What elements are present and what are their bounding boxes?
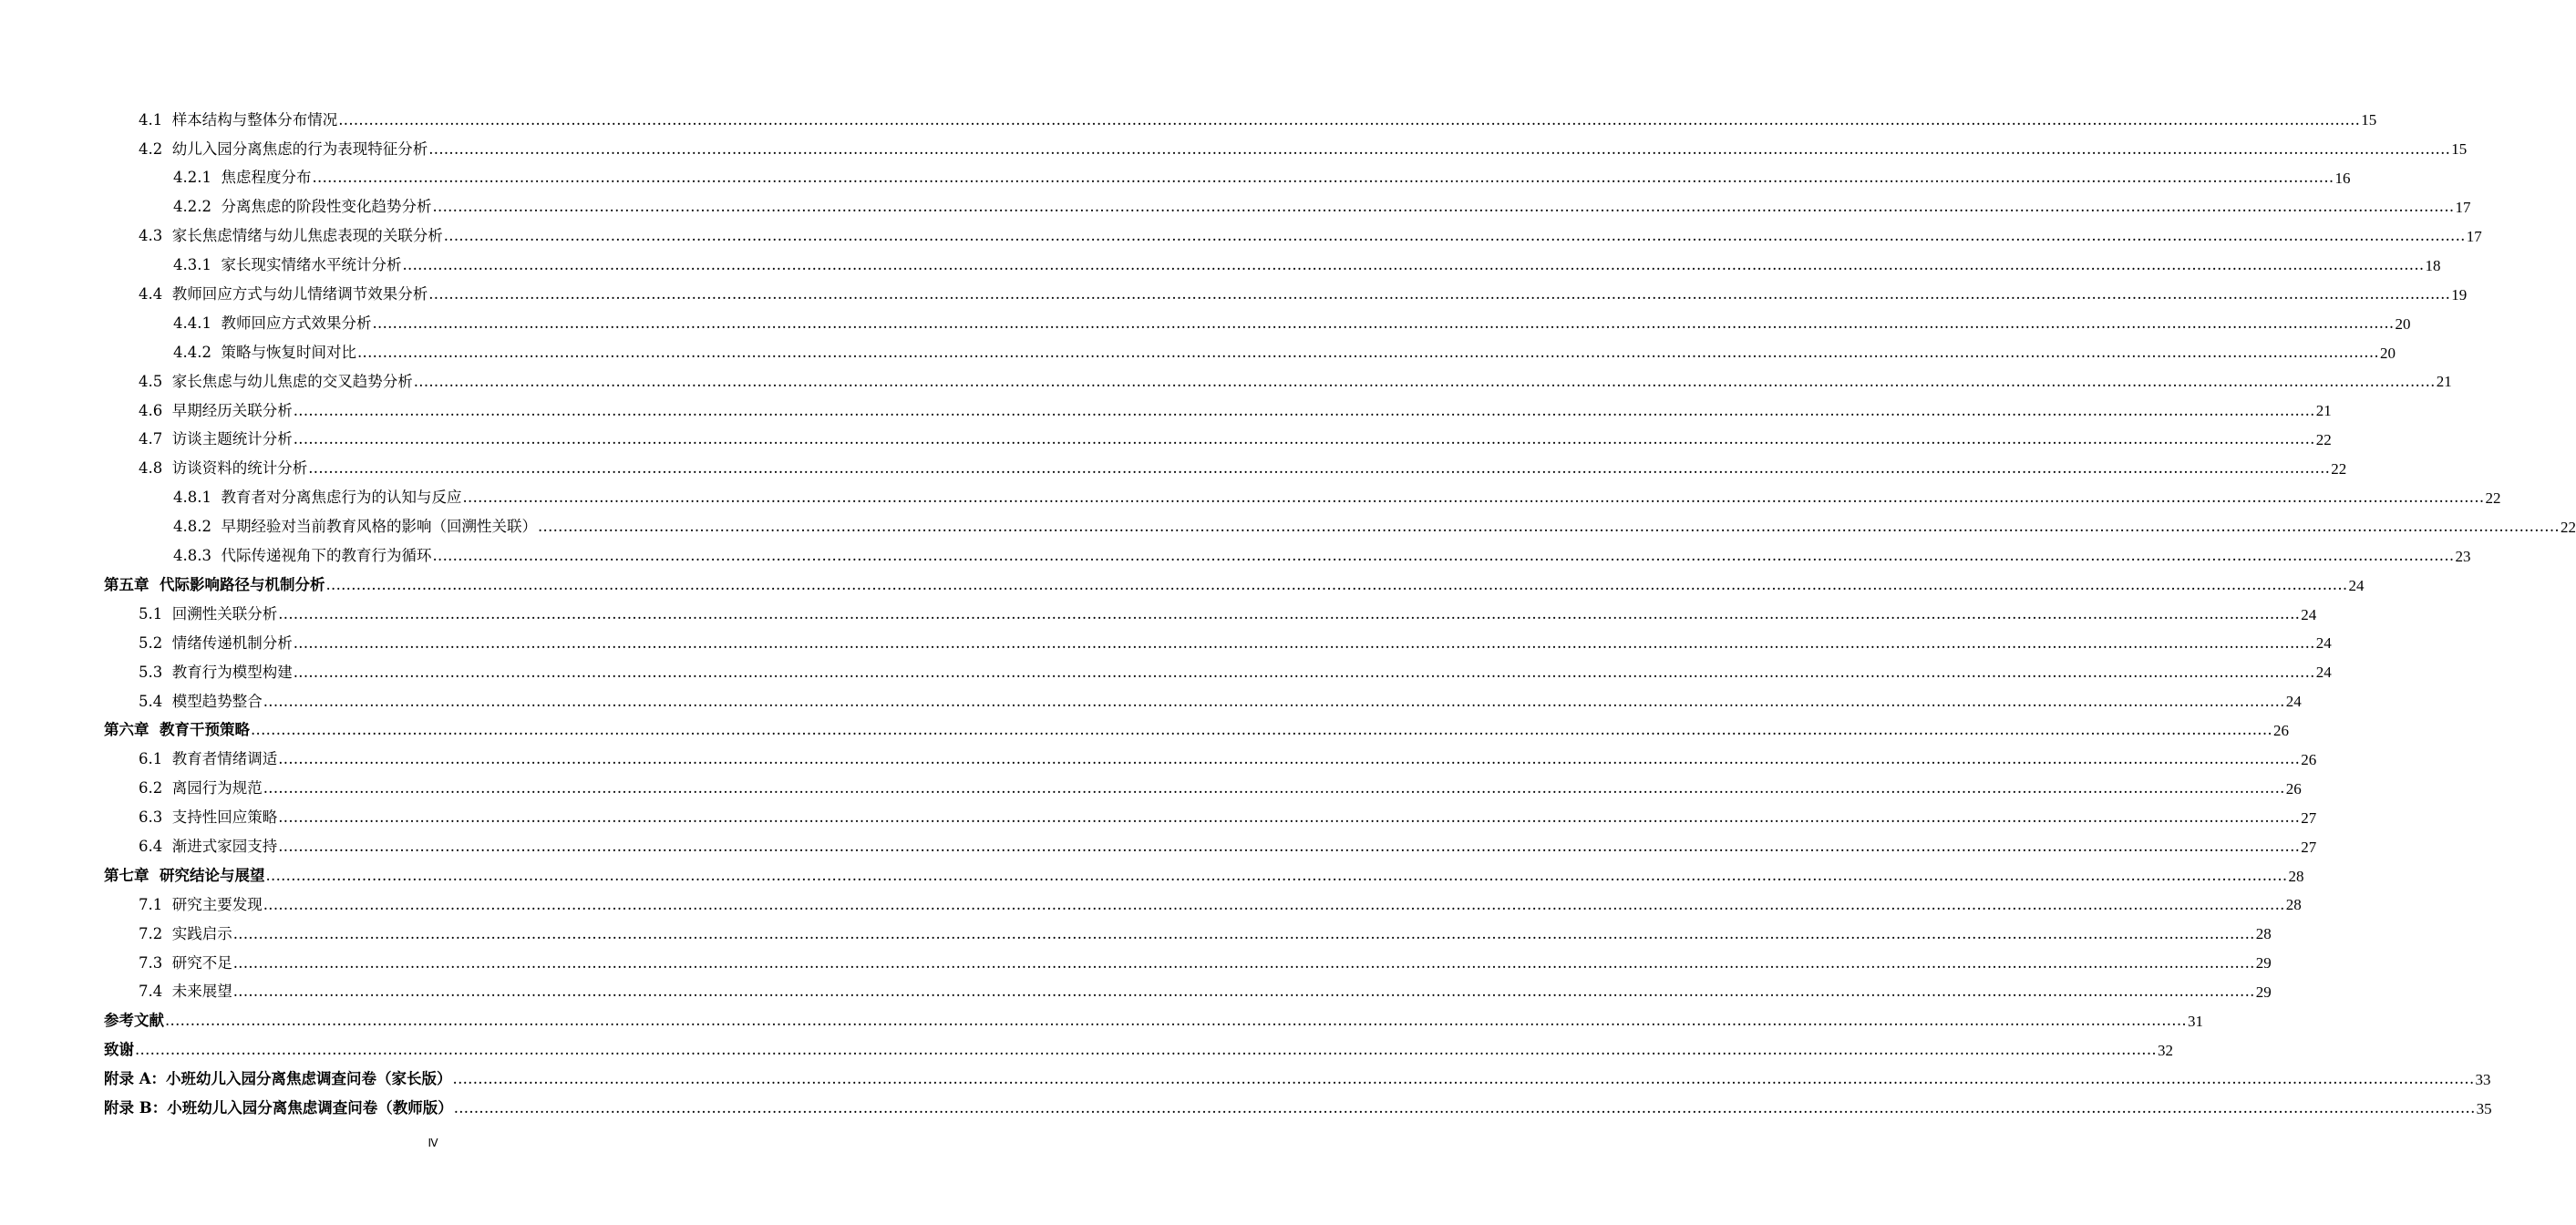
toc-entry-title: 研究结论与展望 xyxy=(160,866,265,884)
toc-entry[interactable] xyxy=(0,280,2468,309)
toc-entry-title: 代际传递视角下的教育行为循环 xyxy=(221,547,432,565)
toc-entry-gap xyxy=(149,723,160,738)
toc-entry-title: 访谈主题统计分析 xyxy=(171,430,293,448)
toc-entry-gap xyxy=(162,229,172,244)
toc-entry-page: 22 xyxy=(2331,460,2347,479)
toc-entry-page: 19 xyxy=(2451,285,2468,304)
toc-entry[interactable] xyxy=(0,803,2317,832)
toc-entry-title: 参考文献 xyxy=(104,1012,164,1030)
toc-entry[interactable] xyxy=(0,338,2396,367)
toc-entry[interactable] xyxy=(0,484,2501,513)
toc-entry-title: 焦虑程度分布 xyxy=(221,169,312,187)
toc-entry[interactable] xyxy=(0,716,2289,746)
toc-entry-gap xyxy=(162,984,172,1000)
toc-entry-title: 访谈资料的统计分析 xyxy=(171,459,308,478)
toc-entry-title: 附录 A：小班幼儿入园分离焦虑调查问卷（家长版） xyxy=(104,1070,452,1088)
toc-entry-title: 离园行为规范 xyxy=(171,779,263,798)
toc-entry[interactable] xyxy=(0,687,2302,716)
toc-entry-title: 支持性回应策略 xyxy=(171,808,278,827)
toc-entry-gap xyxy=(149,869,160,884)
toc-entry[interactable] xyxy=(0,455,2347,484)
toc-dot-leader: ................................................................................................................................................................................................................................................................................................................................................................................................................ xyxy=(265,866,2288,884)
toc-entry-number: 4.2.2 xyxy=(173,198,211,216)
toc-entry-page: 21 xyxy=(2315,402,2332,420)
toc-dot-leader: ................................................................................................................................................................................................................................................................................................................................................................................................................ xyxy=(432,547,2455,565)
toc-entry-title: 渐进式家园支持 xyxy=(171,837,278,855)
toc-entry-number: 4.2.1 xyxy=(173,169,211,187)
toc-entry-title: 分离焦虑的阶段性变化趋势分析 xyxy=(221,198,432,216)
toc-entry-title: 早期经验对当前教育风格的影响（回溯性关联） xyxy=(221,518,537,536)
toc-entry[interactable] xyxy=(0,426,2332,455)
toc-entry-title: 幼儿入园分离焦虑的行为表现特征分析 xyxy=(171,139,428,158)
toc-entry-gap xyxy=(162,695,172,710)
toc-entry[interactable] xyxy=(0,658,2332,687)
toc-entry-title: 样本结构与整体分布情况 xyxy=(171,110,338,129)
toc-entry-number: 4.7 xyxy=(139,430,163,448)
toc-dot-leader: ................................................................................................................................................................................................................................................................................................................................................................................................................ xyxy=(278,837,2301,855)
toc-entry[interactable] xyxy=(0,396,2332,426)
toc-entry-page: 28 xyxy=(2288,867,2304,885)
toc-entry-title: 附录 B：小班幼儿入园分离焦虑调查问卷（教师版） xyxy=(104,1098,453,1117)
toc-dot-leader: ................................................................................................................................................................................................................................................................................................................................................................................................................ xyxy=(462,489,2485,507)
toc-entry-page: 15 xyxy=(2451,140,2468,159)
toc-entry-page: 32 xyxy=(2157,1041,2173,1059)
toc-dot-leader: ................................................................................................................................................................................................................................................................................................................................................................................................................ xyxy=(251,721,2272,739)
page-number: Ⅳ xyxy=(428,1137,438,1149)
toc-entry-page: 24 xyxy=(2285,693,2302,711)
toc-entry-title: 教师回应方式与幼儿情绪调节效果分析 xyxy=(171,285,428,304)
toc-entry-page: 28 xyxy=(2255,925,2272,943)
toc-entry-title: 早期经历关联分析 xyxy=(171,401,293,419)
toc-entry-page: 17 xyxy=(2466,228,2482,245)
toc-dot-leader: ................................................................................................................................................................................................................................................................................................................................................................................................................ xyxy=(428,139,2451,158)
toc-entry[interactable] xyxy=(0,629,2332,658)
toc-dot-leader: ................................................................................................................................................................................................................................................................................................................................................................................................................ xyxy=(293,663,2315,681)
toc-dot-leader: ................................................................................................................................................................................................................................................................................................................................................................................................................ xyxy=(232,983,2255,1001)
toc-entry-gap xyxy=(162,113,172,129)
toc-dot-leader: ................................................................................................................................................................................................................................................................................................................................................................................................................ xyxy=(402,256,2425,274)
toc-entry-gap xyxy=(162,839,172,855)
toc-entry-gap xyxy=(162,142,172,158)
toc-entry[interactable] xyxy=(0,222,2482,252)
toc-entry-title: 教育行为模型构建 xyxy=(171,663,293,681)
toc-entry-number: 4.8.3 xyxy=(173,547,211,565)
toc-entry-page: 29 xyxy=(2255,983,2272,1002)
toc-entry[interactable] xyxy=(0,367,2452,396)
toc-entry[interactable] xyxy=(0,890,2302,920)
toc-entry[interactable] xyxy=(0,774,2302,803)
toc-entry-page: 33 xyxy=(2475,1070,2491,1088)
toc-entry[interactable] xyxy=(0,978,2272,1007)
toc-entry[interactable] xyxy=(0,600,2317,629)
toc-entry-page: 22 xyxy=(2560,518,2576,536)
toc-entry-page: 22 xyxy=(2485,489,2501,508)
toc-dot-leader: ................................................................................................................................................................................................................................................................................................................................................................................................................ xyxy=(443,227,2466,245)
toc-entry-title: 回溯性关联分析 xyxy=(171,604,278,623)
toc-entry-number: 第五章 xyxy=(104,575,149,593)
toc-dot-leader: ................................................................................................................................................................................................................................................................................................................................................................................................................ xyxy=(452,1070,2475,1088)
toc-entry-title: 教师回应方式效果分析 xyxy=(221,314,372,332)
toc-entry-gap xyxy=(211,200,222,215)
toc-entry[interactable] xyxy=(0,512,2576,541)
toc-entry-gap xyxy=(211,490,222,506)
toc-entry-page: 26 xyxy=(2272,722,2289,740)
toc-entry-number: 5.3 xyxy=(139,663,163,681)
toc-entry[interactable] xyxy=(0,832,2317,861)
toc-entry[interactable] xyxy=(0,746,2317,775)
toc-entry-number: 7.1 xyxy=(139,895,163,913)
toc-dot-leader: ................................................................................................................................................................................................................................................................................................................................................................................................................ xyxy=(165,1012,2187,1030)
toc-entry-page: 18 xyxy=(2425,256,2441,274)
toc-entry[interactable] xyxy=(0,1036,2173,1065)
toc-entry-page: 26 xyxy=(2285,779,2302,798)
toc-entry[interactable] xyxy=(0,135,2468,164)
toc-entry-number: 6.3 xyxy=(139,808,163,827)
toc-entry-title: 研究不足 xyxy=(171,953,232,972)
toc-entry-gap xyxy=(149,578,160,593)
toc-dot-leader: ................................................................................................................................................................................................................................................................................................................................................................................................................ xyxy=(263,895,2285,913)
toc-entry-gap xyxy=(211,170,222,186)
toc-entry[interactable] xyxy=(0,164,2351,193)
toc-entry-number: 7.3 xyxy=(139,953,163,972)
toc-entry-gap xyxy=(211,549,222,564)
toc-entry[interactable] xyxy=(0,861,2304,890)
toc-entry-page: 16 xyxy=(2334,170,2351,188)
toc-dot-leader: ................................................................................................................................................................................................................................................................................................................................................................................................................ xyxy=(308,459,2331,478)
toc-entry[interactable] xyxy=(0,193,2471,222)
toc-entry-page: 27 xyxy=(2301,808,2317,827)
toc-entry-title: 家长焦虑与幼儿焦虑的交叉趋势分析 xyxy=(171,372,413,390)
toc-entry-number: 5.1 xyxy=(139,604,163,623)
toc-entry-title: 教育者情绪调适 xyxy=(171,750,278,768)
toc-dot-leader: ................................................................................................................................................................................................................................................................................................................................................................................................................ xyxy=(232,924,2255,942)
toc-entry[interactable] xyxy=(0,309,2411,338)
toc-entry-number: 4.8.2 xyxy=(173,518,211,536)
toc-entry-gap xyxy=(162,898,172,913)
toc-entry-number: 4.4.1 xyxy=(173,314,211,332)
toc-dot-leader: ................................................................................................................................................................................................................................................................................................................................................................................................................ xyxy=(232,953,2255,972)
toc-entry[interactable] xyxy=(0,251,2441,280)
toc-entry-gap xyxy=(162,927,172,942)
toc-dot-leader: ................................................................................................................................................................................................................................................................................................................................................................................................................ xyxy=(338,110,2361,129)
toc-entry-page: 24 xyxy=(2348,576,2365,594)
toc-entry-number: 5.2 xyxy=(139,633,163,652)
toc-entry-title: 致谢 xyxy=(104,1041,134,1059)
toc-entry-title: 策略与恢复时间对比 xyxy=(221,343,356,361)
toc-entry-page: 21 xyxy=(2436,373,2452,391)
toc-entry-page: 22 xyxy=(2315,431,2332,449)
toc-entry-page: 28 xyxy=(2285,896,2302,914)
toc-entry-title: 模型趋势整合 xyxy=(171,692,263,710)
toc-entry[interactable] xyxy=(0,1007,2203,1036)
toc-entry-number: 4.5 xyxy=(139,372,163,390)
toc-dot-leader: ................................................................................................................................................................................................................................................................................................................................................................................................................ xyxy=(312,169,2334,187)
toc-dot-leader: ................................................................................................................................................................................................................................................................................................................................................................................................................ xyxy=(293,401,2315,419)
toc-entry-gap xyxy=(162,810,172,826)
toc-entry-gap xyxy=(211,258,222,273)
toc-dot-leader: ................................................................................................................................................................................................................................................................................................................................................................................................................ xyxy=(135,1041,2157,1059)
toc-dot-leader: ................................................................................................................................................................................................................................................................................................................................................................................................................ xyxy=(356,343,2379,361)
toc-entry-page: 24 xyxy=(2315,664,2332,682)
toc-entry-number: 4.8.1 xyxy=(173,489,211,507)
toc-entry-title: 教育干预策略 xyxy=(160,721,250,739)
toc-entry-gap xyxy=(162,636,172,652)
toc-dot-leader: ................................................................................................................................................................................................................................................................................................................................................................................................................ xyxy=(413,372,2436,390)
toc-entry-title: 教育者对分离焦虑行为的认知与反应 xyxy=(221,489,462,507)
toc-entry-number: 6.4 xyxy=(139,837,163,855)
toc-entry-page: 31 xyxy=(2187,1013,2203,1031)
toc-entry[interactable] xyxy=(0,106,2377,135)
toc-entry-title: 代际影响路径与机制分析 xyxy=(160,575,325,593)
toc-entry-gap xyxy=(162,665,172,681)
toc-entry-title: 实践启示 xyxy=(171,924,232,942)
toc-entry-gap xyxy=(162,375,172,390)
toc-dot-leader: ................................................................................................................................................................................................................................................................................................................................................................................................................ xyxy=(537,518,2560,536)
toc-entry-number: 第六章 xyxy=(104,721,149,739)
toc-entry-number: 5.4 xyxy=(139,692,163,710)
toc-dot-leader: ................................................................................................................................................................................................................................................................................................................................................................................................................ xyxy=(278,750,2301,768)
toc-entry[interactable] xyxy=(0,1065,2491,1094)
toc-entry-page: 24 xyxy=(2315,634,2332,653)
toc-entry-page: 20 xyxy=(2395,314,2411,333)
toc-entry-number: 6.2 xyxy=(139,779,163,798)
toc-dot-leader: ................................................................................................................................................................................................................................................................................................................................................................................................................ xyxy=(432,198,2455,216)
toc-dot-leader: ................................................................................................................................................................................................................................................................................................................................................................................................................ xyxy=(428,285,2451,304)
toc-entry-gap xyxy=(162,752,172,767)
toc-entry-number: 4.1 xyxy=(139,110,163,129)
toc-entry[interactable] xyxy=(0,541,2471,571)
toc-dot-leader: ................................................................................................................................................................................................................................................................................................................................................................................................................ xyxy=(278,604,2301,623)
toc-entry-gap xyxy=(162,287,172,303)
toc-entry-number: 4.4 xyxy=(139,285,163,304)
toc-entry-page: 20 xyxy=(2379,344,2396,362)
toc-entry-title: 家长现实情绪水平统计分析 xyxy=(221,256,402,274)
toc-entry[interactable] xyxy=(0,571,2365,600)
toc-entry-number: 4.2 xyxy=(139,139,163,158)
toc-dot-leader: ................................................................................................................................................................................................................................................................................................................................................................................................................ xyxy=(453,1098,2476,1117)
toc-entry-page: 35 xyxy=(2476,1099,2492,1117)
toc-entry[interactable] xyxy=(0,1094,2492,1123)
toc-dot-leader: ................................................................................................................................................................................................................................................................................................................................................................................................................ xyxy=(293,633,2315,652)
toc-entry-gap xyxy=(162,404,172,419)
toc-entry[interactable] xyxy=(0,949,2272,978)
toc-entry-gap xyxy=(211,520,222,535)
toc-entry-page: 23 xyxy=(2455,547,2471,565)
toc-dot-leader: ................................................................................................................................................................................................................................................................................................................................................................................................................ xyxy=(325,575,2348,593)
toc-entry-gap xyxy=(162,432,172,448)
toc-entry-gap xyxy=(162,956,172,972)
toc-entry-number: 4.3 xyxy=(139,227,163,245)
toc-entry-gap xyxy=(162,607,172,623)
toc-entry-number: 第七章 xyxy=(104,866,149,884)
toc-entry-title: 家长焦虑情绪与幼儿焦虑表现的关联分析 xyxy=(171,227,443,245)
toc-dot-leader: ................................................................................................................................................................................................................................................................................................................................................................................................................ xyxy=(372,314,2395,332)
toc-entry-page: 24 xyxy=(2301,605,2317,623)
toc-entry-page: 26 xyxy=(2301,751,2317,769)
toc-entry-title: 未来展望 xyxy=(171,983,232,1001)
toc-entry-gap xyxy=(162,781,172,797)
toc-entry-page: 17 xyxy=(2455,199,2471,217)
toc-entry[interactable] xyxy=(0,920,2272,949)
toc-entry-number: 4.3.1 xyxy=(173,256,211,274)
toc-entry-number: 7.4 xyxy=(139,983,163,1001)
toc-entry-title: 情绪传递机制分析 xyxy=(171,633,293,652)
toc-entry-gap xyxy=(211,316,222,332)
toc-entry-gap xyxy=(211,345,222,361)
table-of-contents xyxy=(0,106,2576,1123)
toc-entry-number: 7.2 xyxy=(139,924,163,942)
toc-entry-page: 15 xyxy=(2361,111,2377,129)
toc-entry-page: 27 xyxy=(2301,838,2317,856)
toc-dot-leader: ................................................................................................................................................................................................................................................................................................................................................................................................................ xyxy=(263,779,2285,798)
toc-entry-gap xyxy=(162,461,172,477)
toc-entry-title: 研究主要发现 xyxy=(171,895,263,913)
toc-dot-leader: ................................................................................................................................................................................................................................................................................................................................................................................................................ xyxy=(263,692,2285,710)
toc-entry-number: 4.6 xyxy=(139,401,163,419)
toc-entry-number: 4.4.2 xyxy=(173,343,211,361)
toc-entry-page: 29 xyxy=(2255,954,2272,973)
toc-entry-number: 6.1 xyxy=(139,750,163,768)
toc-dot-leader: ................................................................................................................................................................................................................................................................................................................................................................................................................ xyxy=(293,430,2315,448)
toc-entry-number: 4.8 xyxy=(139,459,163,478)
toc-dot-leader: ................................................................................................................................................................................................................................................................................................................................................................................................................ xyxy=(278,808,2301,827)
